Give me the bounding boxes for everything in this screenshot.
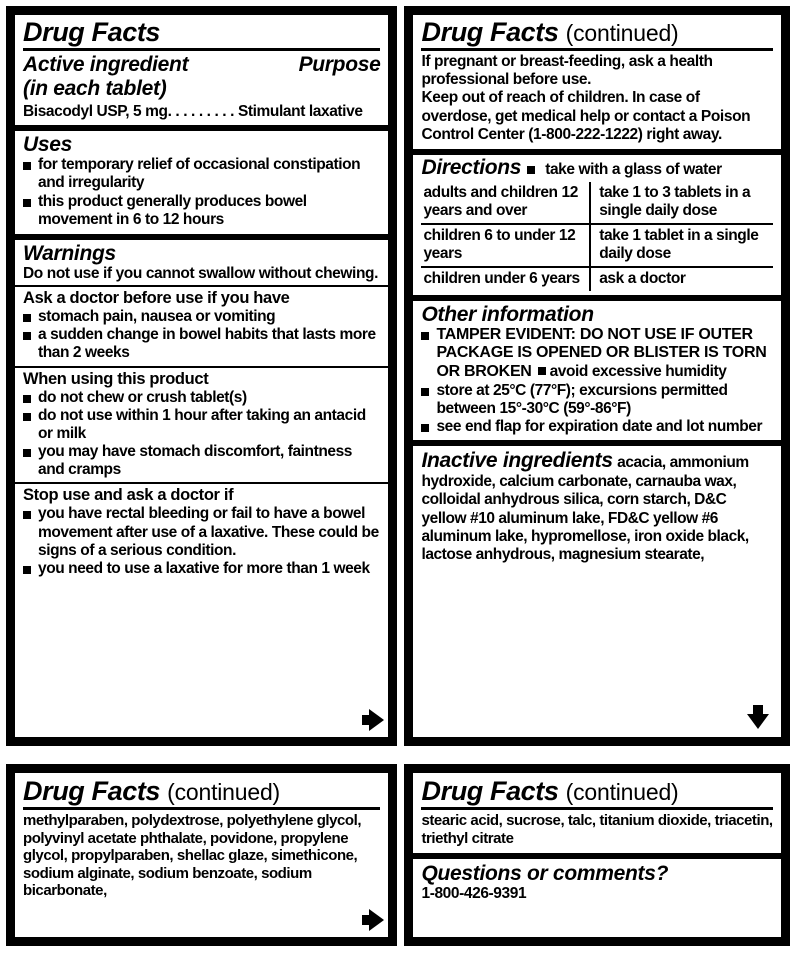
active-ingredient-heading-row (23, 53, 380, 77)
other-information-list (421, 326, 773, 382)
list-item: do not chew or crush tablet(s) (23, 389, 380, 407)
directions-section (413, 149, 781, 295)
continued-title-block-3 (413, 773, 781, 810)
uses-section (15, 125, 388, 234)
dose-amount: take 1 to 3 tablets in a single daily dose (599, 183, 751, 219)
list-item: for temporary relief of occasional constipation and irregularity (23, 156, 380, 192)
arrow-right-icon (369, 909, 384, 931)
questions-heading: Questions or comments? (421, 862, 669, 886)
storage-list (421, 382, 773, 436)
active-ingredient-name: Bisacodyl USP, 5 mg (23, 103, 168, 121)
pregnancy-warning: If pregnant or breast-feeding, ask a health professional before use. (421, 53, 713, 89)
ask-doctor-section (15, 285, 388, 366)
when-using-list (23, 389, 380, 480)
inactive-ingredients-heading: Inactive ingredients (421, 449, 613, 473)
list-item: you have rectal bleeding or fail to have a bowel movement after use of a laxative. These could be signs of a serious condition. (23, 505, 380, 559)
do-not-use-lead: Do not use (23, 264, 100, 282)
directions-note: take with a glass of water (545, 160, 722, 178)
list-item (421, 326, 773, 382)
leader-dots: . . . . . . . . . (167, 103, 235, 121)
title-continued: (continued) (565, 20, 679, 46)
stop-use-section (15, 482, 388, 581)
panel-4-inner (411, 771, 783, 939)
inactive-ingredients-end-section (413, 812, 781, 853)
page-title: Drug Facts (23, 17, 161, 47)
ask-doctor-heading: Ask a doctor before use if you have (23, 289, 290, 308)
stop-use-heading: Stop use and ask a doctor if (23, 486, 234, 505)
other-information-heading: Other information (421, 302, 594, 326)
warnings-heading: Warnings (23, 241, 116, 265)
dose-group: adults and children 12 years and over (421, 182, 590, 224)
warnings-section (15, 234, 388, 285)
arrow-right-icon (369, 709, 384, 731)
continued-title-block-2 (15, 773, 388, 810)
inactive-ingredients-continued-section (15, 812, 388, 903)
keep-out-lead: Keep out of reach of children. (421, 89, 629, 107)
panel-drug-facts-continued-1 (404, 6, 790, 746)
list-item: see end flap for expiration date and lot number (421, 418, 773, 436)
list-item: you need to use a laxative for more than 1 week (23, 560, 380, 578)
drug-facts-title-block (15, 15, 388, 51)
title-continued: (continued) (565, 779, 679, 805)
humidity-note: avoid excessive humidity (549, 363, 727, 381)
title-rule (23, 807, 380, 810)
dose-amount: take 1 tablet in a single daily dose (590, 224, 773, 267)
page-title (421, 18, 773, 47)
page-title (421, 777, 773, 806)
title-rule (421, 807, 773, 810)
continued-title-block-1 (413, 15, 781, 51)
keep-out-of-reach (421, 89, 773, 143)
inactive-ingredients-text: acacia, ammonium hydroxide, calcium carbonate, carnauba wax, colloidal anhydrous silica, corn starch, D&C yellow #10 aluminum lake, FD&C yellow #6 aluminum lake, hypromellose, iron oxide black, lactose anhydrous, magnesium stearate, (421, 454, 749, 563)
phone-number[interactable]: 1-800-426-9391 (421, 885, 527, 903)
dose-group: children 6 to under 12 years (421, 224, 590, 267)
table-row (421, 182, 773, 224)
do-not-use-rest: if you cannot swallow without chewing. (99, 264, 379, 282)
directions-heading: Directions (421, 155, 522, 179)
when-using-heading: When using this product (23, 369, 209, 388)
bullet-icon (538, 367, 546, 375)
title-continued: (continued) (167, 779, 281, 805)
bullet-icon (527, 166, 535, 174)
tamper-evident-text: TAMPER EVIDENT: DO NOT USE IF OUTER PACKAGE IS OPENED OR BLISTER IS TORN OR BROKEN (436, 325, 767, 381)
upper-panel-group (6, 6, 790, 746)
dose-amount: ask a doctor (590, 267, 773, 291)
do-not-use-line (23, 265, 380, 283)
panel-1-inner (13, 13, 390, 739)
uses-heading: Uses (23, 133, 73, 157)
inactive-ingredients-end-text: stearic acid, sucrose, talc, titanium dioxide, triacetin, triethyl citrate (421, 812, 773, 847)
list-item: do not use within 1 hour after taking an antacid or milk (23, 407, 380, 443)
list-item: a sudden change in bowel habits that lasts more than 2 weeks (23, 326, 380, 362)
list-item: stomach pain, nausea or vomiting (23, 308, 380, 326)
title-rule (23, 48, 380, 51)
panel-drug-facts-continued-3 (404, 764, 790, 946)
purpose-heading: Purpose (298, 53, 381, 77)
list-item: store at 25°C (77°F); excursions permitted between 15°-30°C (59°-86°F) (421, 382, 773, 418)
title-main: Drug Facts (23, 776, 161, 806)
title-main: Drug Facts (421, 17, 559, 47)
directions-heading-row (413, 155, 781, 182)
list-item: this product generally produces bowel movement in 6 to 12 hours (23, 193, 380, 229)
questions-section (413, 853, 781, 906)
title-main: Drug Facts (421, 776, 559, 806)
panel-2-inner (411, 13, 783, 739)
other-information-section (413, 295, 781, 441)
active-ingredient-heading: Active ingredient (23, 53, 189, 77)
arrow-down-icon (747, 714, 769, 729)
title-rule (421, 48, 773, 51)
keep-out-rest: In case of overdose, get medical help or contact a Poison Control Center (1-800-222-1222) right away. (421, 89, 751, 143)
lower-panel-group (6, 764, 790, 946)
dose-group: children under 6 years (421, 267, 590, 291)
active-ingredient-purpose: Stimulant laxative (237, 103, 363, 121)
when-using-section (15, 366, 388, 483)
stop-use-list (23, 505, 380, 578)
ask-doctor-list (23, 308, 380, 362)
table-row (421, 267, 773, 291)
inactive-ingredients-section (413, 440, 781, 568)
panel-3-inner (13, 771, 390, 939)
panel-drug-facts-main (6, 6, 397, 746)
pregnancy-keepout-section (413, 53, 781, 149)
table-row (421, 224, 773, 267)
uses-list (23, 156, 380, 229)
directions-table (421, 182, 773, 291)
page-title (23, 777, 380, 806)
inactive-ingredients-continued-text: methylparaben, polydextrose, polyethylene glycol, polyvinyl acetate phthalate, povidone, propylene glycol, propylparaben, shellac glaze, simethicone, sodium alginate, sodium benzoate, sodium bicarbonate, (23, 812, 362, 900)
panel-drug-facts-continued-2 (6, 764, 397, 946)
list-item: you may have stomach discomfort, faintness and cramps (23, 443, 380, 479)
active-ingredient-row (23, 103, 380, 121)
active-ingredient-subheading: (in each tablet) (23, 77, 167, 101)
active-ingredient-section (15, 53, 388, 125)
